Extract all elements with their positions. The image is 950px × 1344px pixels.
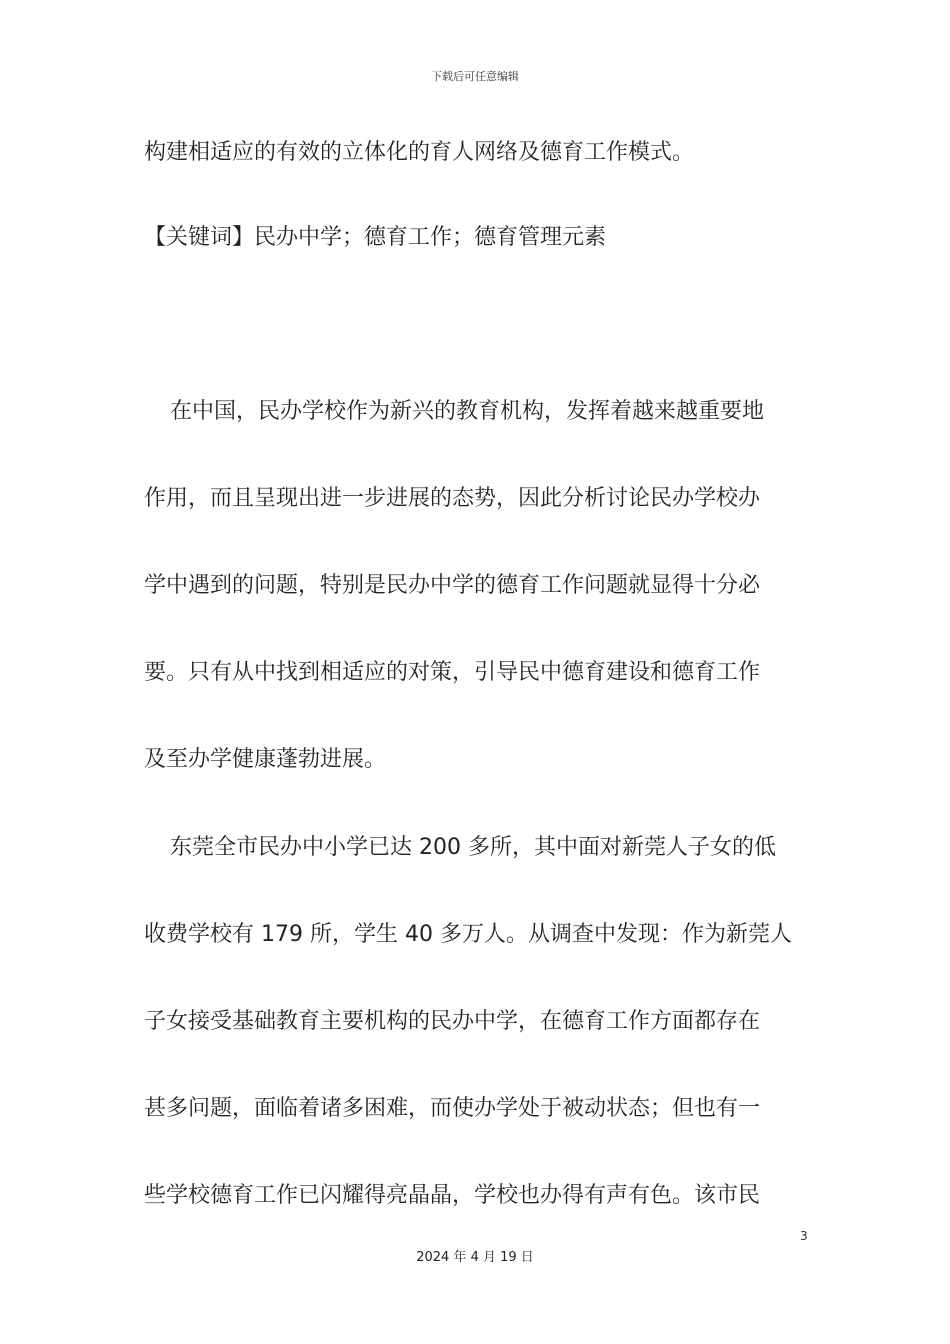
- header-note: 下载后可任意编辑: [431, 70, 519, 83]
- text-line: 及至办学健康蓬勃进展。: [144, 747, 387, 772]
- footer-date: 2024 年 4 月 19 日: [416, 1250, 534, 1265]
- text-line: 子女接受基础教育主要机构的民办中学，在德育工作方面都存在: [144, 1009, 761, 1034]
- text-line: 收费学校有 179 所，学生 40 多万人。从调查中发现：作为新莞人: [144, 922, 792, 947]
- text-line: 要。只有从中找到相适应的对策，引导民中德育建设和德育工作: [144, 660, 761, 685]
- text-line: 构建相适应的有效的立体化的育人网络及德育工作模式。: [144, 140, 695, 165]
- text-line: 在中国，民办学校作为新兴的教育机构，发挥着越来越重要地: [170, 399, 765, 424]
- text-line: 甚多问题，面临着诸多困难，而使办学处于被动状态；但也有一: [144, 1096, 761, 1121]
- text-line: 些学校德育工作已闪耀得亮晶晶，学校也办得有声有色。该市民: [144, 1183, 761, 1208]
- text-line: 东莞全市民办中小学已达 200 多所，其中面对新莞人子女的低: [170, 835, 776, 860]
- text-line: 学中遇到的问题，特别是民办中学的德育工作问题就显得十分必: [144, 573, 761, 598]
- keywords-line: 【关键词】民办中学；德育工作；德育管理元素: [144, 225, 607, 250]
- text-line: 作用，而且呈现出进一步进展的态势，因此分析讨论民办学校办: [144, 486, 761, 511]
- page-number: 3: [800, 1229, 808, 1243]
